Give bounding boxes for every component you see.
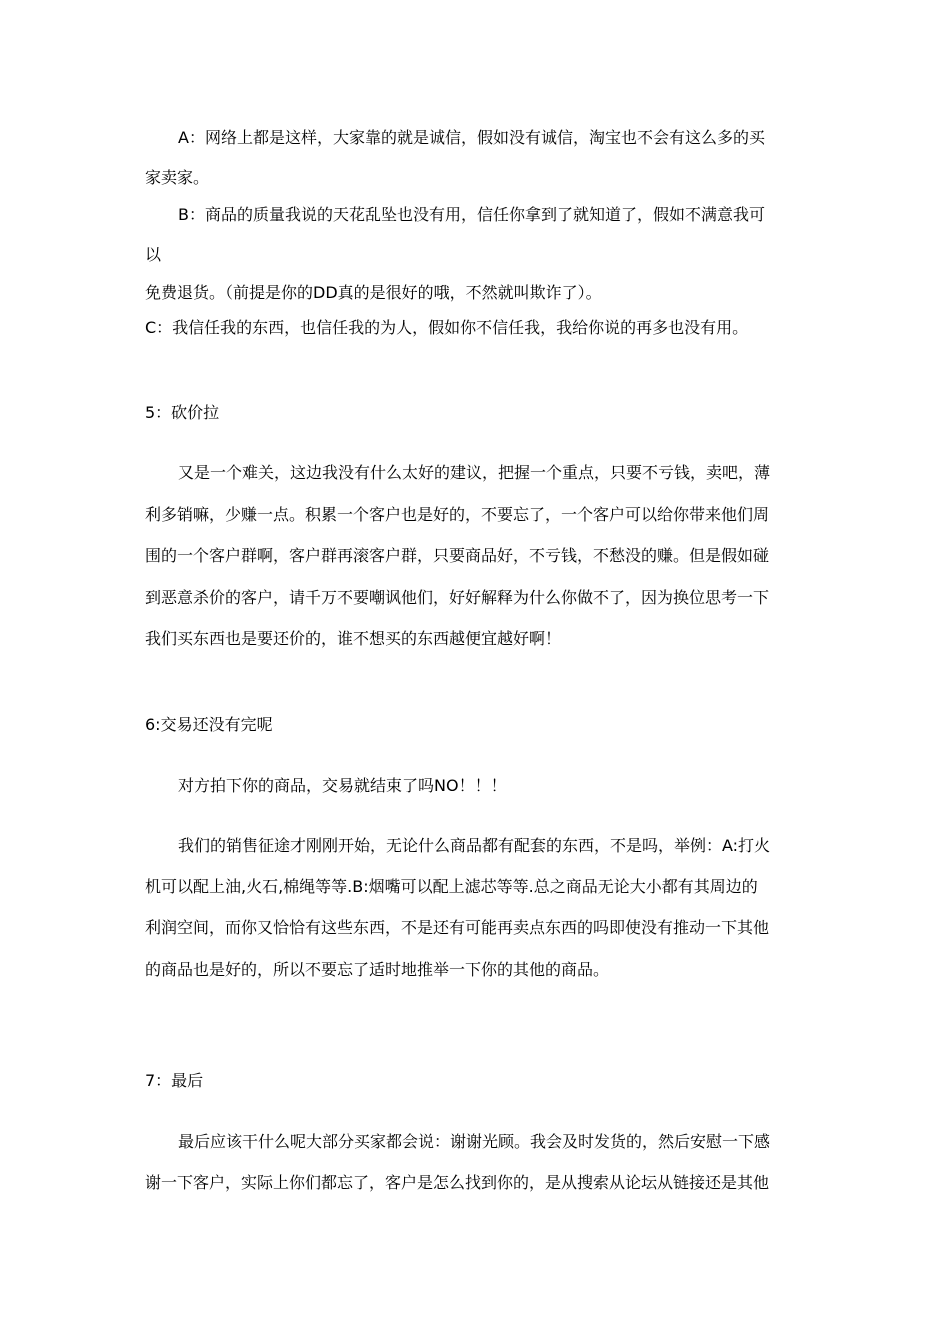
answer-b-line-2: 以 (145, 245, 162, 264)
answer-b-line-1: B：商品的质量我说的天花乱坠也没有用，信任你拿到了就知道了，假如不满意我可 (178, 205, 765, 224)
answer-a-line-1: A：网络上都是这样，大家靠的就是诚信，假如没有诚信，淘宝也不会有这么多的买 (178, 128, 765, 147)
section-6-line-3: 利润空间，而你又恰恰有这些东西，不是还有可能再卖点东西的吗即使没有推动一下其他 (145, 918, 770, 937)
section-7-line-1: 最后应该干什么呢大部分买家都会说：谢谢光顾。我会及时发货的，然后安慰一下感 (178, 1132, 771, 1151)
section-5-line-1: 又是一个难关，这边我没有什么太好的建议，把握一个重点，只要不亏钱，卖吧，薄 (178, 463, 771, 482)
section-6-heading: 6:交易还没有完呢 (145, 715, 273, 734)
section-6-para-1: 对方拍下你的商品，交易就结束了吗NO！！！ (178, 776, 507, 795)
section-5-line-2: 利多销嘛，少赚一点。积累一个客户也是好的，不要忘了，一个客户可以给你带来他们周 (145, 505, 770, 524)
section-5-line-3: 围的一个客户群啊，客户群再滚客户群，只要商品好，不亏钱，不愁没的赚。但是假如碰 (145, 546, 770, 565)
section-6-line-2: 机可以配上油,火石,棉绳等等.B:烟嘴可以配上滤芯等等.总之商品无论大小都有其周边的 (145, 877, 758, 896)
section-7-line-2: 谢一下客户，实际上你们都忘了，客户是怎么找到你的，是从搜索从论坛从链接还是其他 (145, 1173, 770, 1192)
answer-a-line-2: 家卖家。 (145, 168, 210, 187)
section-5-line-4: 到恶意杀价的客户，请千万不要嘲讽他们，好好解释为什么你做不了，因为换位思考一下 (145, 588, 770, 607)
section-7-heading: 7：最后 (145, 1071, 204, 1090)
section-5-heading: 5：砍价拉 (145, 403, 220, 422)
section-6-line-1: 我们的销售征途才刚刚开始，无论什么商品都有配套的东西，不是吗，举例：A:打火 (178, 836, 771, 855)
answer-c-line-1: C：我信任我的东西，也信任我的为人，假如你不信任我，我给你说的再多也没有用。 (145, 318, 749, 337)
answer-b-line-3: 免费退货。（前提是你的DD真的是很好的哦，不然就叫欺诈了）。 (145, 283, 602, 302)
section-6-line-4: 的商品也是好的，所以不要忘了适时地推举一下你的其他的商品。 (145, 960, 610, 979)
section-5-line-5: 我们买东西也是要还价的，谁不想买的东西越便宜越好啊！ (145, 629, 562, 648)
